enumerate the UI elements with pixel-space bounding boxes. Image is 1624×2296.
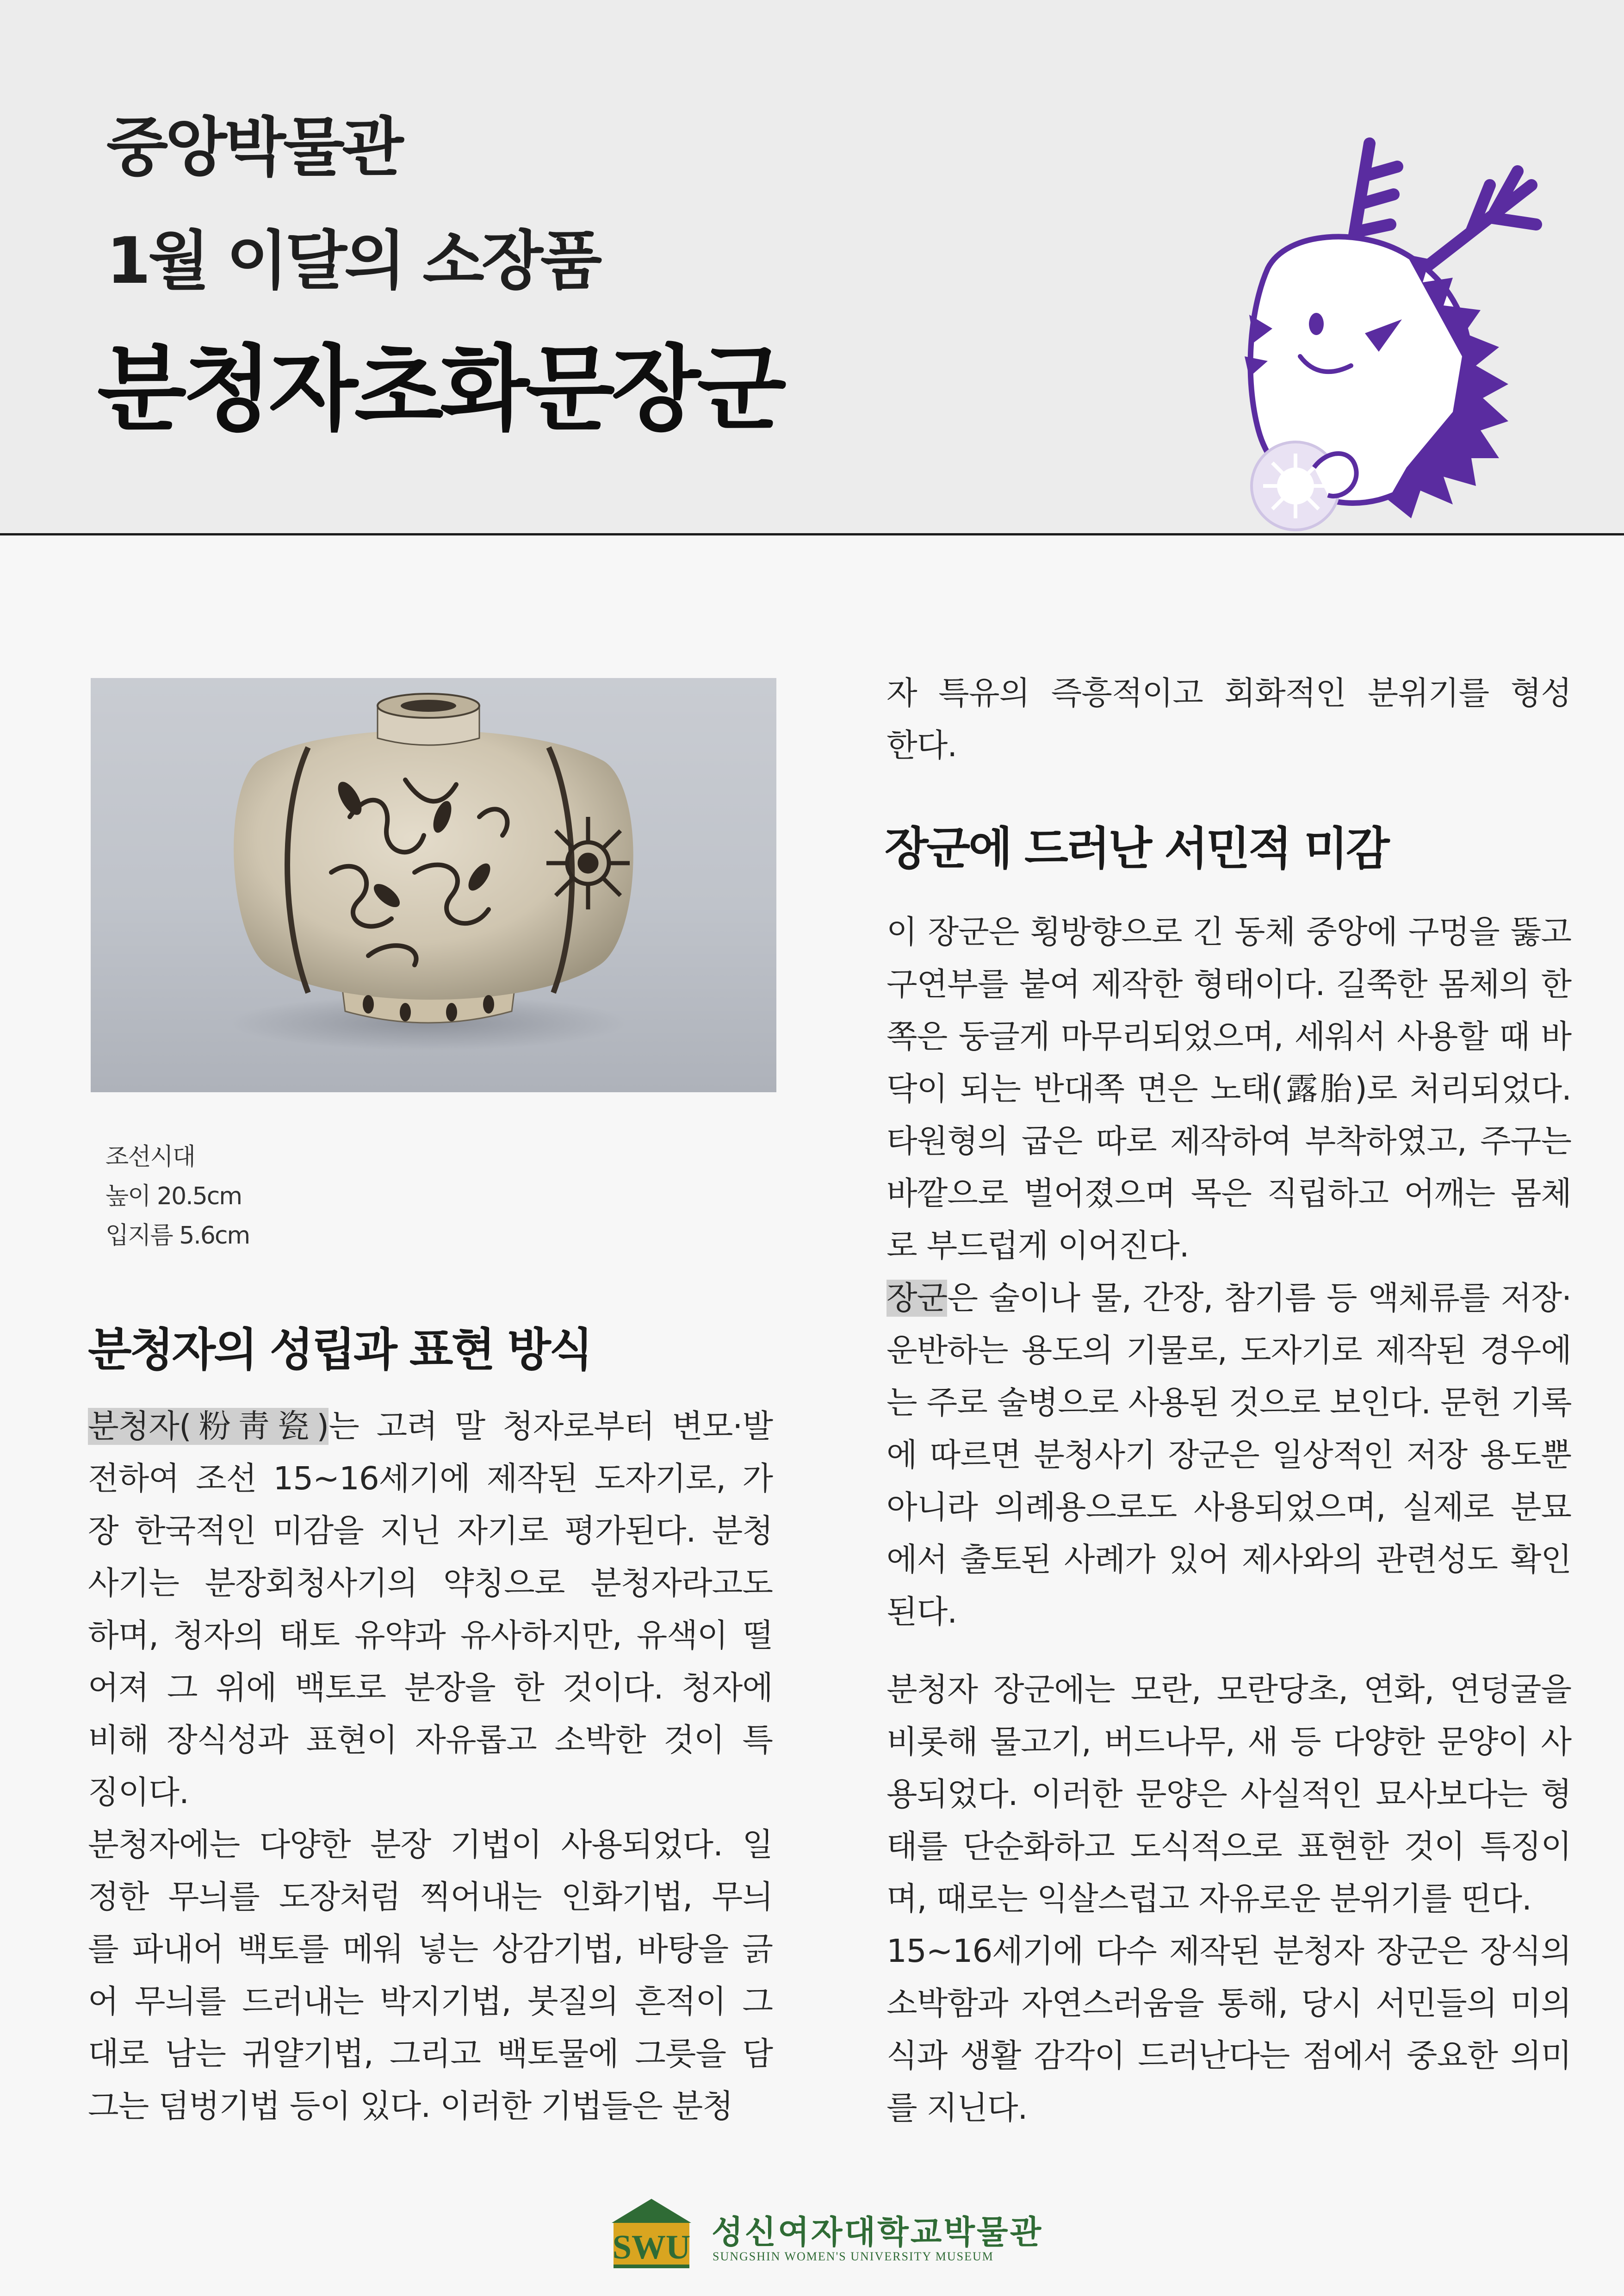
artifact-caption (105, 1138, 249, 1256)
artifact-period: 조선시대 (105, 1143, 195, 1171)
section2-body: 이 장군은 횡방향으로 긴 동체 중앙에 구멍을 뚫고 구연부를 붙여 제작한 형태이다. 길쭉한 몸체의 한 쪽은 둥글게 마무리되었으며, 세워서 사용할 때 바 닥이 되는 반대쪽 면은 노태(露胎)로 처리되었다. 타원형의 굽은 따로 제작하여 부착하였고, 주구는 바깥으로 벌어졌으며 목은 직립하고 어깨는 몸체 로 부드럽게 이어진다. 장군은 술이나 물, 간장, 참기름 등 액체류를 저장· 운반하는 용도의 기물로, 도자기로 제작된 경우에 는 주로 술병으로 사용된 것으로 보인다. 문헌 기록 에 따르면 분청사기 장군은 일상적인 저장 용도뿐 아니라 의례용으로도 사용되었으며, 실제로 분묘 에서 출토된 사례가 있어 제사와의 관련성도 확인 된다. (886, 906, 1571, 1638)
text-line: 쪽은 둥글게 마무리되었으며, 세워서 사용할 때 바 (886, 1018, 1571, 1055)
text-line: 로 부드럽게 이어진다. (886, 1227, 1189, 1264)
text-line: 비롯해 물고기, 버드나무, 새 등 다양한 문양이 사 (886, 1724, 1571, 1761)
continuation-body (886, 667, 1571, 772)
text-line: 를 파내어 백토를 메워 넣는 상감기법, 바탕을 긁 (88, 1931, 773, 1968)
text-line: 하며, 청자의 태토 유약과 유사하지만, 유색이 떨 (88, 1617, 773, 1654)
museum-name: 성신여자대학교박물관 (712, 2213, 1043, 2251)
text-line: 운반하는 용도의 기물로, 도자기로 제작된 경우에 (886, 1332, 1571, 1369)
text-line: 자 특유의 즉흥적이고 회화적인 분위기를 형성 (886, 675, 1571, 712)
artifact-mouth-diameter: 입지름 5.6cm (105, 1222, 250, 1250)
header-subtitle: 1월 이달의 소장품 (106, 224, 600, 298)
text-line: 어 무늬를 드러내는 박지기법, 붓질의 흔적이 그 (88, 1983, 773, 2020)
artifact-photo (91, 678, 776, 1092)
text-line: 15~16세기에 다수 제작된 분청자 장군은 장식의 (886, 1933, 1571, 1970)
section-title-origin: 분청자의 성립과 표현 방식 (88, 1324, 591, 1376)
highlight-term: 분청자(粉靑瓷) (88, 1408, 329, 1445)
university-logo (610, 2196, 693, 2270)
text-line: 는 주로 술병으로 사용된 것으로 보인다. 문헌 기록 (886, 1384, 1572, 1421)
text-line: 전하여 조선 15~16세기에 제작된 도자기로, 가 (88, 1460, 773, 1497)
museum-name-en: SUNGSHIN WOMEN'S UNIVERSITY MUSEUM (713, 2250, 994, 2263)
logo-text: SWU (612, 2228, 691, 2266)
text-line: 이 장군은 횡방향으로 긴 동체 중앙에 구멍을 뚫고 (886, 914, 1571, 951)
text-line: 징이다. (88, 1774, 189, 1811)
text-line: 용되었다. 이러한 문양은 사실적인 묘사보다는 형 (886, 1776, 1571, 1813)
text-line: 된다. (886, 1593, 957, 1630)
text-line: 태를 단순화하고 도식적으로 표현한 것이 특징이 (886, 1828, 1571, 1865)
text-line: 그는 덤벙기법 등이 있다. 이러한 기법들은 분청 (88, 2088, 733, 2125)
museum-footer (610, 2196, 1043, 2275)
highlight-term: 장군 (886, 1280, 948, 1317)
text-line: 닥이 되는 반대쪽 면은 노태(露胎)로 처리되었다. (886, 1070, 1571, 1108)
text-line: 에 따르면 분청사기 장군은 일상적인 저장 용도뿐 (886, 1437, 1571, 1474)
text-line: 구연부를 붙여 제작한 형태이다. 길쭉한 몸체의 한 (886, 966, 1571, 1003)
text-line: 며, 때로는 익살스럽고 자유로운 분위기를 띤다. (886, 1880, 1531, 1917)
text-line: 소박함과 자연스러움을 통해, 당시 서민들의 미의 (886, 1985, 1571, 2022)
text-line: 비해 장식성과 표현이 자유롭고 소박한 것이 특 (88, 1722, 773, 1759)
section2-body-cont (886, 1664, 1571, 2134)
page-header (0, 0, 1624, 535)
text-line: 한다. (886, 727, 957, 764)
text-line: 타원형의 굽은 따로 제작하여 부착하였고, 주구는 (886, 1123, 1571, 1160)
text-line: 분청자에는 다양한 분장 기법이 사용되었다. 일 (88, 1826, 773, 1863)
page-title: 분청자초화문장군 (97, 336, 783, 443)
text-line: 정한 무늬를 도장처럼 찍어내는 인화기법, 무늬 (88, 1879, 773, 1916)
text-line: 분청자 장군에는 모란, 모란당초, 연화, 연덩굴을 (886, 1671, 1571, 1708)
text-line: 에서 출토된 사례가 있어 제사와의 관련성도 확인 (886, 1541, 1571, 1578)
section-title-aesthetics: 장군에 드러난 서민적 미감 (885, 822, 1388, 875)
header-museum-name: 중앙박물관 (106, 110, 401, 185)
text-line: 식과 생활 감각이 드러난다는 점에서 중요한 의미 (886, 2037, 1571, 2074)
section1-body: 분청자(粉靑瓷)는 고려 말 청자로부터 변모·발 전하여 조선 15~16세기에 제작된 도자기로, 가 장 한국적인 미감을 지닌 자기로 평가된다. 분청 사기는 분장회청사기의 약칭으로 분청자라고도 하며, 청자의 태토 유약과 유사하지만, 유색이 떨 어져 그 위에 백토로 분장을 한 것이다. 청자에 비해 장식성과 표현이 자유롭고 소박한 것이 특 징이다. 분청자에는 다양한 분장 기법이 사용되었다. 일 정한 무늬를 도장처럼 찍어내는 인화기법, 무늬 를 파내어 백토를 메워 넣는 상감기법, 바탕을 긁 어 무늬를 드러내는 박지기법, 붓질의 흔적이 그 대로 남는 귀얄기법, 그리고 백토물에 그릇을 담 그는 덤벙기법 등이 있다. 이러한 기법들은 분청 (88, 1400, 773, 2133)
text-line: 어져 그 위에 백토로 분장을 한 것이다. 청자에 (88, 1669, 773, 1706)
text-line: 사기는 분장회청사기의 약칭으로 분청자라고도 (88, 1565, 773, 1602)
text-line: 장 한국적인 미감을 지닌 자기로 평가된다. 분청 (88, 1512, 773, 1549)
mascot-illustration (1212, 116, 1564, 535)
text-line: 바깥으로 벌어졌으며 목은 직립하고 어깨는 몸체 (886, 1175, 1571, 1212)
artifact-height: 높이 20.5cm (105, 1182, 242, 1210)
text-line: 를 지닌다. (886, 2090, 1028, 2127)
text-line: 대로 남는 귀얄기법, 그리고 백토물에 그릇을 담 (88, 2035, 773, 2072)
text-line: 아니라 의례용으로도 사용되었으며, 실제로 분묘 (886, 1489, 1571, 1526)
